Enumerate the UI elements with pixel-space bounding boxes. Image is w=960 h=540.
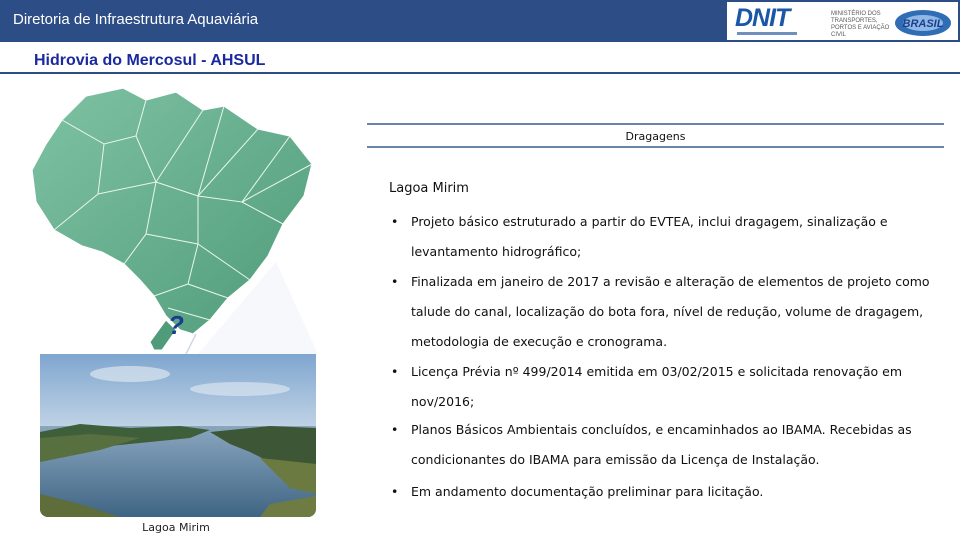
ministerio-logo-text: MINISTÉRIO DOS TRANSPORTES, PORTOS E AVIAÇÃO CIVIL xyxy=(831,11,890,38)
logo-area xyxy=(727,2,958,40)
section-heading: Lagoa Mirim xyxy=(389,181,469,196)
photo-caption: Lagoa Mirim xyxy=(142,521,210,534)
brasil-logo-text: BRASIL xyxy=(902,18,944,30)
brasil-logo xyxy=(892,6,954,38)
question-mark-marker: ? xyxy=(168,310,184,340)
bullet-dot: • xyxy=(391,214,399,229)
list-item xyxy=(389,357,939,415)
list-item xyxy=(389,477,939,507)
list-item xyxy=(389,267,939,357)
dnit-logo: DNIT xyxy=(735,4,790,32)
bullet-list xyxy=(389,207,939,507)
lagoa-mirim-photo xyxy=(40,354,316,517)
bullet-text: Licença Prévia nº 499/2014 emitida em 03/02/2015 e solicitada renovação em nov/2016; xyxy=(411,364,903,409)
table-header-border xyxy=(367,146,944,148)
bullet-dot: • xyxy=(391,364,399,379)
bullet-text: Projeto básico estruturado a partir do EVTEA, inclui dragagem, sinalização e levantamento hidrográfico; xyxy=(411,214,888,259)
bullet-text: Planos Básicos Ambientais concluídos, e encaminhados ao IBAMA. Recebidas as condicionantes do IBAMA para emissão da Licença de Instalação. xyxy=(411,422,912,467)
table-header: Dragagens xyxy=(625,130,686,143)
dnit-logo-underline xyxy=(737,32,797,35)
title-divider xyxy=(0,72,960,74)
list-item xyxy=(389,415,939,477)
bullet-dot: • xyxy=(391,484,399,499)
lagoa-mirim-image xyxy=(40,354,316,517)
brazil-map xyxy=(28,84,318,354)
bullet-text: Finalizada em janeiro de 2017 a revisão e alteração de elementos de projeto como talude do canal, localização do bota fora, nível de redução, volume de dragagem, metodologia de execução e cronograma. xyxy=(411,274,930,349)
table-top-border xyxy=(367,123,944,125)
page-title: Hidrovia do Mercosul - AHSUL xyxy=(34,52,266,69)
header-title: Diretoria de Infraestrutura Aquaviária xyxy=(13,11,259,28)
bullet-dot: • xyxy=(391,422,399,437)
header-bar xyxy=(0,0,960,42)
bullet-text: Em andamento documentação preliminar para licitação. xyxy=(411,484,764,499)
bullet-dot: • xyxy=(391,274,399,289)
list-item xyxy=(389,207,939,267)
